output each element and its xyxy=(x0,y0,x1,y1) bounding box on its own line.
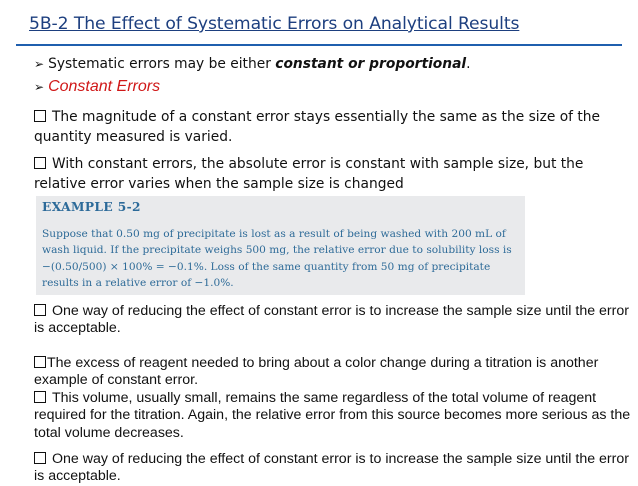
arrow-bullet-icon: ➢ xyxy=(34,80,45,94)
checkbox-bullet-icon xyxy=(34,304,46,316)
checkbox-bullet-icon xyxy=(34,356,46,368)
emphasis-constant-proportional: constant or proportional xyxy=(275,56,467,72)
checkbox-bullet-icon xyxy=(34,157,46,169)
checkbox-bullet-icon xyxy=(34,110,46,122)
checkbox-bullet-icon xyxy=(34,391,46,403)
para-absolute-relative: With constant errors, the absolute error is constant with sample size, but the relative error varies when the sample size is changed xyxy=(34,156,584,192)
arrow-bullet-icon: ➢ xyxy=(34,57,45,71)
checkbox-bullet-icon xyxy=(34,452,46,464)
example-box xyxy=(36,196,525,295)
para-volume-small: This volume, usually small, remains the same regardless of the total volume of reagent required for the titration. Again, the relative error from this source becomes more serious as the total volume decreases. xyxy=(34,390,631,441)
title-underline-rule xyxy=(16,44,622,46)
para-reduce-effect: One way of reducing the effect of constant error is to increase the sample size until the error is acceptable. xyxy=(34,303,629,337)
bullet-systematic-errors: ➢ Systematic errors may be either constant or proportional. xyxy=(34,56,471,72)
para-reduce-effect-repeat: One way of reducing the effect of constant error is to increase the sample size until the error is acceptable. xyxy=(34,451,629,485)
para-excess-reagent: The excess of reagent needed to bring about a color change during a titration is another example of constant error. xyxy=(34,355,599,389)
example-body: Suppose that 0.50 mg of precipitate is lost as a result of being washed with 200 mL of wash liquid. If the precipitate weighs 500 mg, the relative error due to solubility loss is −(0.50/500) × 100% = −0.1%. Loss of the same quantity from 50 mg of precipitate results in a relative error of −1.0%. xyxy=(42,228,512,289)
example-title: EXAMPLE 5-2 xyxy=(42,200,141,214)
para-magnitude: The magnitude of a constant error stays essentially the same as the size of the quantity measured is varied. xyxy=(34,109,601,145)
slide-title: 5B-2 The Effect of Systematic Errors on Analytical Results xyxy=(29,14,520,34)
subheading-constant-errors: ➢ Constant Errors xyxy=(34,78,161,95)
